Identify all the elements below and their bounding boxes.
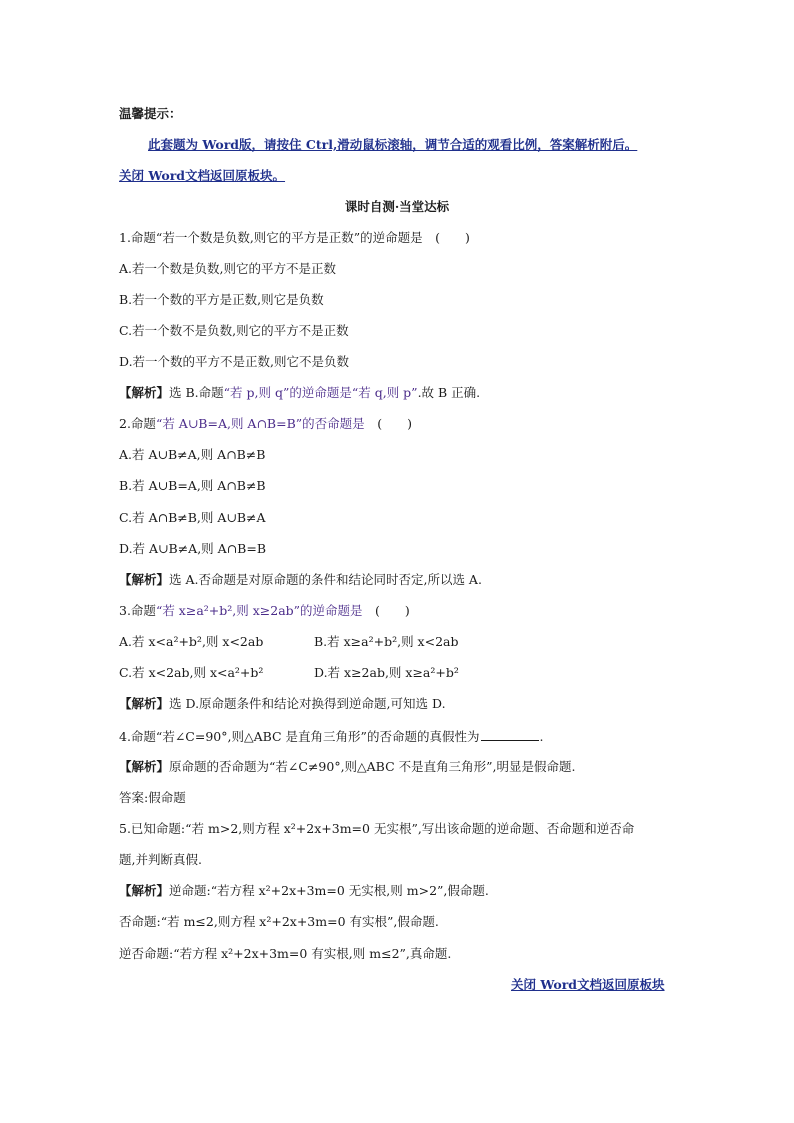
q5-inverse: 否命题:“若 m≤2,则方程 x²+2x+3m=0 有实根”,假命题. <box>119 914 439 929</box>
q3-options-row-1 <box>119 634 459 650</box>
q5-stem-line-1: 5.已知命题:“若 m>2,则方程 x²+2x+3m=0 无实根”,写出该命题的逆命题、否命题和逆否命 <box>119 821 635 836</box>
q4-analysis <box>119 759 575 775</box>
tip-instruction: 此套题为 Word版，请按住 Ctrl,滑动鼠标滚轴，调节合适的观看比例，答案解析附后。 <box>148 137 638 152</box>
q2-option-c: C.若 A∩B≠B,则 A∪B≠A <box>119 510 266 525</box>
q4-stem-a: 4.命题“若∠C=90°,则△ABC 是直角三角形”的否命题的真假性为 <box>119 729 480 744</box>
q2-stem <box>119 416 412 432</box>
answer-blank <box>481 728 539 741</box>
q2-option-d: D.若 A∪B≠A,则 A∩B=B <box>119 541 267 556</box>
q3-option-a: A.若 x<a²+b²,则 x<2ab <box>119 634 264 649</box>
q3-stem-a: 3.命题 <box>119 603 156 618</box>
q3-option-d: D.若 x≥2ab,则 x≥a²+b² <box>314 665 459 680</box>
q1-option-c: C.若一个数不是负数,则它的平方不是正数 <box>119 323 349 338</box>
q2-stem-a: 2.命题 <box>119 416 156 431</box>
close-document-link-top[interactable]: 关闭 Word文档返回原板块。 <box>119 168 286 183</box>
q3-option-b: B.若 x≥a²+b²,则 x<2ab <box>314 634 459 649</box>
q1-stem: 1.命题“若一个数是负数,则它的平方是正数”的逆命题是 ( ) <box>119 230 470 245</box>
q2-analysis <box>119 572 482 588</box>
q5-converse: 逆命题:“若方程 x²+2x+3m=0 无实根,则 m>2”,假命题. <box>169 883 489 898</box>
q5-contrapositive: 逆否命题:“若方程 x²+2x+3m=0 有实根,则 m≤2”,真命题. <box>119 946 452 961</box>
q1-analysis-text-b: “若 p,则 q”的逆命题是“若 q,则 p” <box>223 385 418 400</box>
q1-analysis-text-a: 选 B.命题 <box>169 385 224 400</box>
q2-stem-b: “若 A∪B=A,则 A∩B=B”的否命题是 <box>155 416 365 431</box>
q4-stem-b: . <box>539 729 544 744</box>
close-document-link-bottom[interactable]: 关闭 Word文档返回原板块 <box>511 977 665 992</box>
q4-answer: 答案:假命题 <box>119 790 186 805</box>
q1-option-b: B.若一个数的平方是正数,则它是负数 <box>119 292 324 307</box>
analysis-tag: 【解析】 <box>119 385 170 400</box>
q5-stem-line-2: 题,并判断真假. <box>119 852 202 867</box>
analysis-tag: 【解析】 <box>119 696 170 711</box>
q1-analysis-text-c: .故 B 正确. <box>417 385 481 400</box>
q1-option-d: D.若一个数的平方不是正数,则它不是负数 <box>119 354 350 369</box>
q3-stem-b: “若 x≥a²+b²,则 x≥2ab”的逆命题是 <box>155 603 363 618</box>
q3-stem <box>119 603 410 619</box>
q3-analysis-text: 选 D.原命题条件和结论对换得到逆命题,可知选 D. <box>169 696 446 711</box>
analysis-tag: 【解析】 <box>119 759 170 774</box>
q2-option-b: B.若 A∪B=A,则 A∩B≠B <box>119 478 266 493</box>
q4-analysis-text: 原命题的否命题为“若∠C≠90°,则△ABC 不是直角三角形”,明显是假命题. <box>169 759 576 774</box>
section-title: 课时自测·当堂达标 <box>344 199 450 214</box>
q3-options-row-2 <box>119 665 459 681</box>
q3-option-c: C.若 x<2ab,则 x<a²+b² <box>119 665 264 680</box>
q2-stem-c: ( ) <box>364 416 412 431</box>
q5-analysis <box>119 883 489 899</box>
q2-option-a: A.若 A∪B≠A,则 A∩B≠B <box>119 447 266 462</box>
q1-option-a: A.若一个数是负数,则它的平方不是正数 <box>119 261 336 276</box>
q4-stem <box>119 728 543 745</box>
q2-analysis-text: 选 A.否命题是对原命题的条件和结论同时否定,所以选 A. <box>169 572 482 587</box>
q3-stem-c: ( ) <box>362 603 410 618</box>
q3-analysis <box>119 696 446 712</box>
q1-analysis <box>119 385 480 401</box>
analysis-tag: 【解析】 <box>119 572 170 587</box>
analysis-tag: 【解析】 <box>119 883 170 898</box>
tip-title: 温馨提示： <box>119 106 182 121</box>
